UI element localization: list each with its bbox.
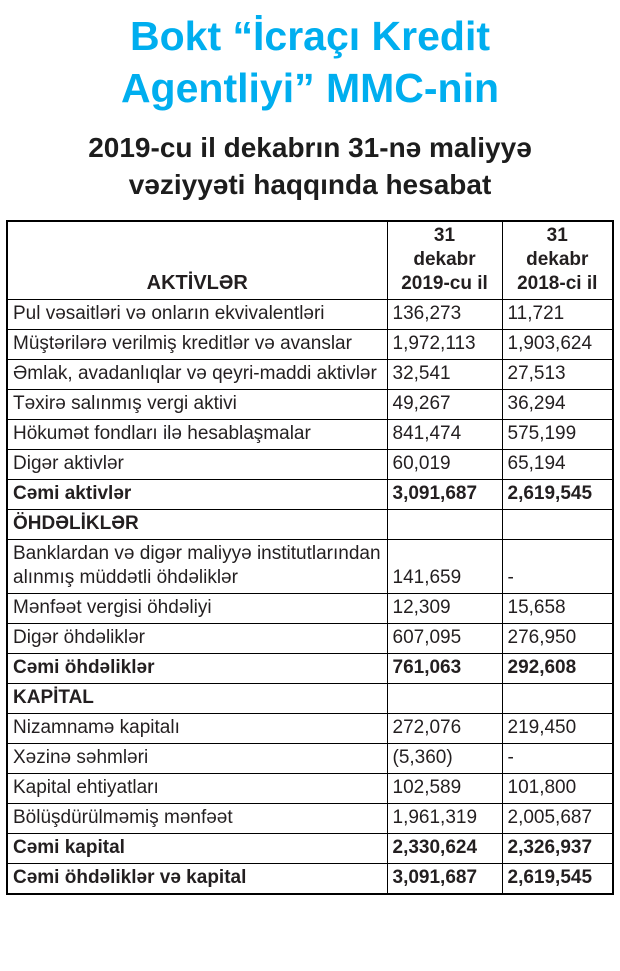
row-label: Kapital ehtiyatları [7, 773, 387, 803]
column-header-2019 [387, 221, 502, 300]
value-2019: 49,267 [387, 389, 502, 419]
table-row [7, 833, 613, 863]
value-2018: 101,800 [502, 773, 613, 803]
row-label: ÖHDƏLİKLƏR [7, 509, 387, 539]
header-line: 31 [546, 224, 568, 246]
table-row [7, 449, 613, 479]
value-2018: 575,199 [502, 419, 613, 449]
value-2018: 36,294 [502, 389, 613, 419]
row-label: Hökumət fondları ilə hesablaşmalar [7, 419, 387, 449]
report-title-line: Bokt “İcraçı Kredit [130, 13, 490, 59]
value-2019: 3,091,687 [387, 479, 502, 509]
value-2018: 2,619,545 [502, 479, 613, 509]
row-label: Əmlak, avadanlıqlar və qeyri-maddi aktivlər [7, 359, 387, 389]
table-row [7, 773, 613, 803]
value-2019: (5,360) [387, 743, 502, 773]
table-row [7, 803, 613, 833]
value-2018: - [502, 539, 613, 593]
row-label: Cəmi öhdəliklər və kapital [7, 863, 387, 894]
value-2018 [502, 509, 613, 539]
column-header-2018 [502, 221, 613, 300]
row-label: Xəzinə səhmləri [7, 743, 387, 773]
value-2018: 276,950 [502, 623, 613, 653]
table-row [7, 299, 613, 329]
value-2018: 2,005,687 [502, 803, 613, 833]
row-label: Nizamnamə kapitalı [7, 713, 387, 743]
value-2018: 1,903,624 [502, 329, 613, 359]
row-label: Təxirə salınmış vergi aktivi [7, 389, 387, 419]
row-label: Cəmi öhdəliklər [7, 653, 387, 683]
value-2019: 272,076 [387, 713, 502, 743]
table-body [7, 299, 613, 894]
value-2018: 15,658 [502, 593, 613, 623]
report-subtitle-line: 2019-cu il dekabrın 31-nə maliyyə [88, 131, 532, 163]
value-2019: 12,309 [387, 593, 502, 623]
table-row [7, 713, 613, 743]
row-label: Mənfəət vergisi öhdəliyi [7, 593, 387, 623]
report-subtitle [10, 129, 610, 204]
table-row [7, 479, 613, 509]
row-label: Digər öhdəliklər [7, 623, 387, 653]
value-2019: 761,063 [387, 653, 502, 683]
table-row [7, 419, 613, 449]
value-2018: 27,513 [502, 359, 613, 389]
row-label: Pul vəsaitləri və onların ekvivalentləri [7, 299, 387, 329]
value-2018: 65,194 [502, 449, 613, 479]
table-row [7, 683, 613, 713]
row-label: Cəmi aktivlər [7, 479, 387, 509]
value-2019 [387, 683, 502, 713]
value-2019: 841,474 [387, 419, 502, 449]
value-2019: 1,972,113 [387, 329, 502, 359]
table-row [7, 389, 613, 419]
value-2018: 2,619,545 [502, 863, 613, 894]
header-line: dekabr [526, 248, 589, 270]
value-2018: 11,721 [502, 299, 613, 329]
report-title [8, 10, 612, 115]
table-row [7, 509, 613, 539]
report-page [0, 10, 620, 971]
financial-statement-table [6, 220, 614, 895]
table-row [7, 359, 613, 389]
report-title-line: Agentliyi” MMC-nin [120, 65, 500, 112]
table-row [7, 329, 613, 359]
report-subtitle-line: vəziyyəti haqqında hesabat [128, 169, 492, 201]
row-label: Cəmi kapital [7, 833, 387, 863]
row-label: Digər aktivlər [7, 449, 387, 479]
value-2018: - [502, 743, 613, 773]
value-2018: 2,326,937 [502, 833, 613, 863]
row-label: KAPİTAL [7, 683, 387, 713]
row-label: Bölüşdürülməmiş mənfəət [7, 803, 387, 833]
table-row [7, 623, 613, 653]
value-2019: 102,589 [387, 773, 502, 803]
column-header-aktivler: AKTİVLƏR [7, 221, 387, 300]
value-2018 [502, 683, 613, 713]
value-2018: 219,450 [502, 713, 613, 743]
row-label: Müştərilərə verilmiş kreditlər və avanslar [7, 329, 387, 359]
header-line: dekabr [413, 248, 476, 270]
table-row [7, 743, 613, 773]
table-row [7, 863, 613, 894]
value-2019: 60,019 [387, 449, 502, 479]
row-label: Banklardan və digər maliyyə institutlarından alınmış müddətli öhdəliklər [7, 539, 387, 593]
table-row [7, 539, 613, 593]
value-2019: 136,273 [387, 299, 502, 329]
value-2019: 3,091,687 [387, 863, 502, 894]
header-line: 2019-cu il [401, 272, 488, 294]
header-line: 31 [433, 224, 456, 246]
value-2018: 292,608 [502, 653, 613, 683]
value-2019: 32,541 [387, 359, 502, 389]
table-row [7, 593, 613, 623]
value-2019: 141,659 [387, 539, 502, 593]
value-2019: 607,095 [387, 623, 502, 653]
table-header-row [7, 221, 613, 300]
header-line: 2018-ci il [517, 272, 598, 294]
value-2019: 2,330,624 [387, 833, 502, 863]
value-2019 [387, 509, 502, 539]
value-2019: 1,961,319 [387, 803, 502, 833]
table-row [7, 653, 613, 683]
